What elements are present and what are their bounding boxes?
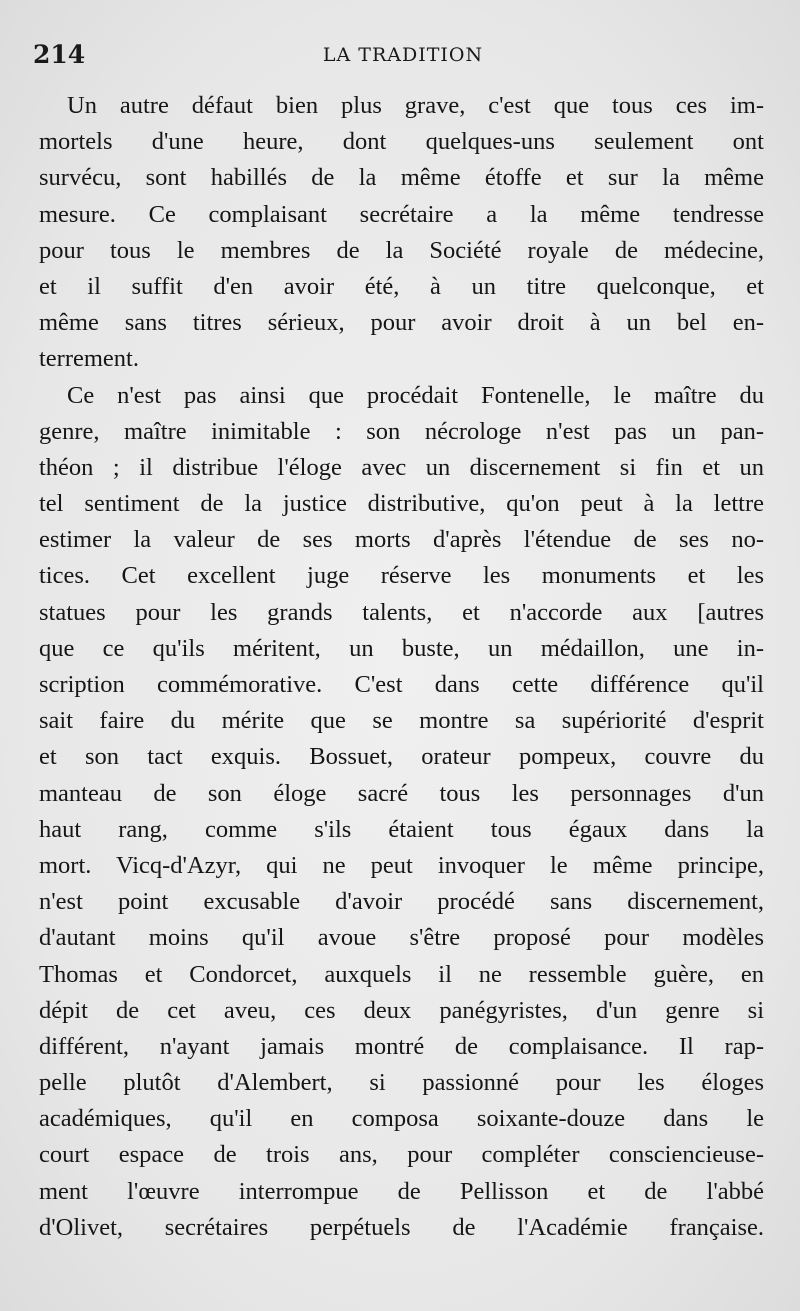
text-line: n'est point excusable d'avoir procédé sans discernement, <box>39 888 764 916</box>
page-number: 214 <box>33 40 86 69</box>
text-line: d'autant moins qu'il avoue s'être proposé pour modèles <box>39 924 764 952</box>
text-line: Un autre défaut bien plus grave, c'est que tous ces im- <box>67 92 764 119</box>
text-line: genre, maître inimitable : son nécrologe n'est pas un pan- <box>39 417 764 445</box>
text-line: et il suffit d'en avoir été, à un titre quelconque, et <box>39 272 764 300</box>
text-line: tel sentiment de la justice distributive, qu'on peut à la lettre <box>39 490 764 518</box>
text-line: survécu, sont habillés de la même étoffe et sur la même <box>39 164 764 192</box>
body-text <box>39 88 764 1246</box>
text-line: scription commémorative. C'est dans cette différence qu'il <box>39 671 764 698</box>
text-line: académiques, qu'il en composa soixante-douze dans le <box>39 1105 764 1133</box>
text-line: mortels d'une heure, dont quelques-uns seulement ont <box>39 128 764 156</box>
text-line: tices. Cet excellent juge réserve les monuments et les <box>39 562 764 590</box>
text-line: pelle plutôt d'Alembert, si passionné pour les éloges <box>39 1069 764 1097</box>
text-line: court espace de trois ans, pour compléter consciencieuse- <box>39 1141 764 1169</box>
text-line: théon ; il distribue l'éloge avec un discernement si fin et un <box>39 453 764 481</box>
text-line: que ce qu'ils méritent, un buste, un médaillon, une in- <box>39 634 764 662</box>
text-line: Ce n'est pas ainsi que procédait Fontenelle, le maître du <box>67 381 764 409</box>
text-line: estimer la valeur de ses morts d'après l'étendue de ses no- <box>39 526 764 554</box>
text-line: statues pour les grands talents, et n'accorde aux [autres <box>39 598 764 626</box>
text-line: dépit de cet aveu, ces deux panégyristes, d'un genre si <box>39 996 764 1024</box>
text-line: haut rang, comme s'ils étaient tous égaux dans la <box>39 815 764 843</box>
text-line: sait faire du mérite que se montre sa supériorité d'esprit <box>39 707 764 735</box>
text-line: pour tous le membres de la Société royale de médecine, <box>39 236 764 264</box>
running-title: LA TRADITION <box>322 44 484 66</box>
text-line: ment l'œuvre interrompue de Pellisson et de l'abbé <box>39 1177 764 1205</box>
text-line: et son tact exquis. Bossuet, orateur pompeux, couvre du <box>39 743 764 771</box>
text-line: d'Olivet, secrétaires perpétuels de l'Académie française. <box>39 1213 764 1241</box>
text-line: mort. Vicq-d'Azyr, qui ne peut invoquer le même principe, <box>39 851 764 879</box>
text-line: même sans titres sérieux, pour avoir droit à un bel en- <box>39 309 764 337</box>
text-line: différent, n'ayant jamais montré de complaisance. Il rap- <box>39 1032 764 1060</box>
text-line: Thomas et Condorcet, auxquels il ne ressemble guère, en <box>39 960 764 988</box>
text-line: manteau de son éloge sacré tous les personnages d'un <box>39 779 764 807</box>
text-line: mesure. Ce complaisant secrétaire a la même tendresse <box>39 200 764 228</box>
text-line: terrement. <box>39 345 139 373</box>
running-head <box>33 40 773 76</box>
